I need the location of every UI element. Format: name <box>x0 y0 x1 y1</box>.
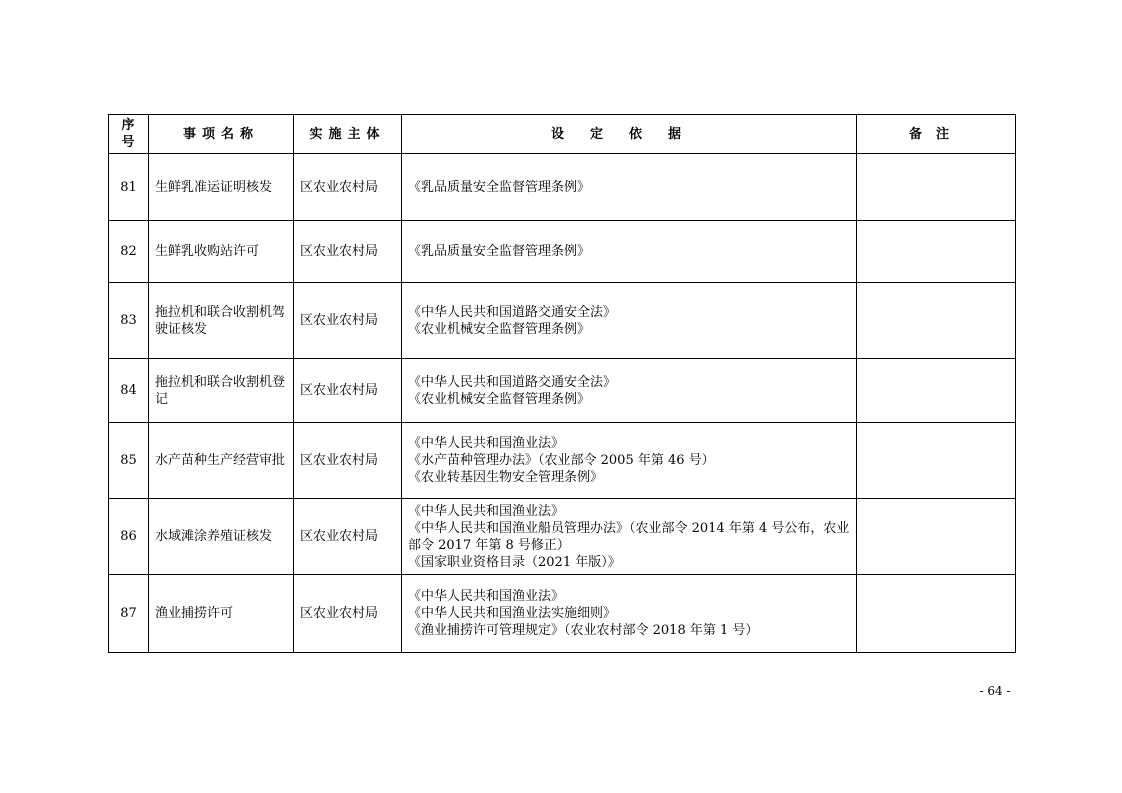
legal-basis <box>402 423 857 499</box>
page-number: - 64 - <box>979 684 1011 698</box>
basis-line: 《农业转基因生物安全管理条例》 <box>408 470 604 485</box>
legal-basis <box>402 283 857 359</box>
basis-line: 《农业机械安全监督管理条例》 <box>408 321 591 337</box>
row-number: 85 <box>109 423 149 499</box>
header-item-name: 事项名称 <box>149 115 294 154</box>
basis-line: 《中华人民共和国渔业法实施细则》 <box>408 606 617 621</box>
implementing-body: 区农业农村局 <box>294 499 402 575</box>
item-name: 生鲜乳准运证明核发 <box>149 154 294 221</box>
table-row <box>109 499 1016 575</box>
header-row <box>109 115 1016 154</box>
row-number: 81 <box>109 154 149 221</box>
basis-line: 《乳品质量安全监督管理条例》 <box>408 244 591 259</box>
implementing-body: 区农业农村局 <box>294 575 402 653</box>
legal-basis <box>402 575 857 653</box>
basis-line: 《中华人民共和国渔业法》 <box>408 503 565 519</box>
basis-line: 《乳品质量安全监督管理条例》 <box>408 179 591 195</box>
basis-line: 《中华人民共和国渔业法》 <box>408 436 565 451</box>
item-name: 拖拉机和联合收割机驾驶证核发 <box>149 283 294 359</box>
implementing-body: 区农业农村局 <box>294 359 402 423</box>
legal-basis <box>402 359 857 423</box>
table-row <box>109 221 1016 283</box>
remark <box>857 154 1016 221</box>
table-row <box>109 359 1016 423</box>
remark <box>857 423 1016 499</box>
remark <box>857 221 1016 283</box>
table-row <box>109 154 1016 221</box>
item-name: 渔业捕捞许可 <box>149 575 294 653</box>
implementing-body: 区农业农村局 <box>294 221 402 283</box>
table-row <box>109 575 1016 653</box>
basis-line: 《中华人民共和国渔业船员管理办法》（农业部令 2014 年第 4 号公布，农业部令 2017 年第 8 号修正） <box>408 520 850 553</box>
item-name: 生鲜乳收购站许可 <box>149 221 294 283</box>
legal-basis <box>402 221 857 283</box>
implementing-body: 区农业农村局 <box>294 283 402 359</box>
basis-line: 《国家职业资格目录（2021 年版）》 <box>408 554 621 570</box>
basis-line: 《中华人民共和国道路交通安全法》 <box>408 374 617 390</box>
basis-line: 《中华人民共和国渔业法》 <box>408 589 565 604</box>
basis-line: 《农业机械安全监督管理条例》 <box>408 391 591 407</box>
item-name: 拖拉机和联合收割机登记 <box>149 359 294 423</box>
item-name: 水产苗种生产经营审批 <box>149 423 294 499</box>
remark <box>857 499 1016 575</box>
table-row <box>109 423 1016 499</box>
remark <box>857 283 1016 359</box>
header-legal-basis: 设定依据 <box>402 115 857 154</box>
header-remark: 备注 <box>857 115 1016 154</box>
basis-line: 《渔业捕捞许可管理规定》（农业农村部令 2018 年第 1 号） <box>408 623 759 638</box>
row-number: 87 <box>109 575 149 653</box>
remark <box>857 359 1016 423</box>
items-table <box>108 114 1016 653</box>
header-no: 序号 <box>109 115 149 154</box>
header-implementing-body: 实施主体 <box>294 115 402 154</box>
row-number: 84 <box>109 359 149 423</box>
remark <box>857 575 1016 653</box>
legal-basis <box>402 154 857 221</box>
row-number: 83 <box>109 283 149 359</box>
basis-line: 《水产苗种管理办法》（农业部令 2005 年第 46 号） <box>408 453 715 468</box>
implementing-body: 区农业农村局 <box>294 423 402 499</box>
implementing-body: 区农业农村局 <box>294 154 402 221</box>
row-number: 86 <box>109 499 149 575</box>
item-name: 水域滩涂养殖证核发 <box>149 499 294 575</box>
row-number: 82 <box>109 221 149 283</box>
basis-line: 《中华人民共和国道路交通安全法》 <box>408 304 617 320</box>
table-row <box>109 283 1016 359</box>
legal-basis <box>402 499 857 575</box>
